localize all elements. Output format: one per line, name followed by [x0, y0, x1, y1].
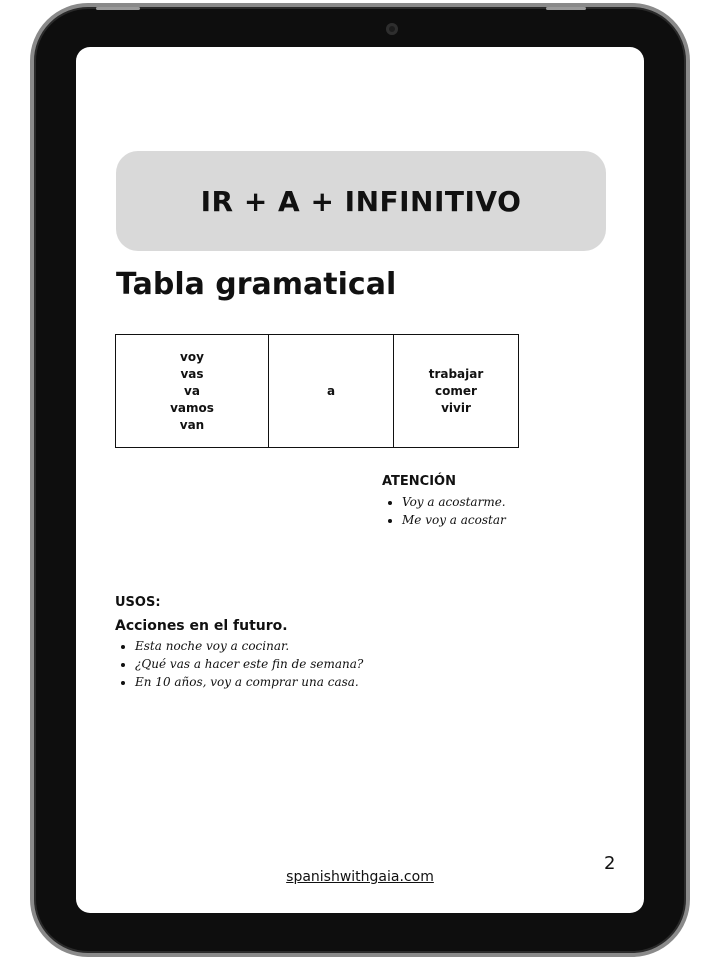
infinitive: trabajar [428, 366, 484, 381]
list-item: • Voy a acostarme. [402, 493, 506, 511]
infinitive-cell [394, 335, 519, 448]
page-title: IR + A + INFINITIVO [200, 184, 522, 218]
front-camera [386, 23, 398, 35]
conjugation: vas [180, 366, 204, 381]
usage-section [115, 595, 363, 691]
conjugation: vamos [170, 400, 214, 415]
section-heading: Tabla gramatical [116, 267, 397, 302]
conjugation: van [179, 417, 205, 432]
power-button [546, 7, 586, 10]
infinitive: comer [435, 383, 477, 398]
infinitive: vivir [441, 400, 471, 415]
attention-list [382, 493, 506, 529]
verb-ir-cell [116, 335, 269, 448]
attention-title: ATENCIÓN [382, 474, 456, 489]
grammar-table [115, 334, 519, 448]
volume-button [96, 7, 140, 10]
preposition-cell [269, 335, 394, 448]
list-item: • ¿Qué vas a hacer este fin de semana? [135, 655, 363, 673]
tablet-screen [76, 47, 644, 913]
list-item: • Esta noche voy a cocinar. [135, 637, 363, 655]
list-item: • Me voy a acostar [402, 511, 506, 529]
conjugation: va [184, 383, 200, 398]
title-banner [116, 151, 606, 251]
preposition: a [326, 383, 336, 398]
usage-examples-list [115, 637, 363, 691]
website-link[interactable]: spanishwithgaia.com [286, 869, 434, 885]
list-item: • En 10 años, voy a comprar una casa. [135, 673, 363, 691]
conjugation: voy [180, 349, 204, 364]
usage-subtitle: Acciones en el futuro. [115, 618, 288, 634]
table-row [116, 335, 519, 448]
page-number: 2 [604, 853, 616, 874]
attention-note [382, 474, 506, 529]
usage-title: USOS: [115, 595, 161, 610]
